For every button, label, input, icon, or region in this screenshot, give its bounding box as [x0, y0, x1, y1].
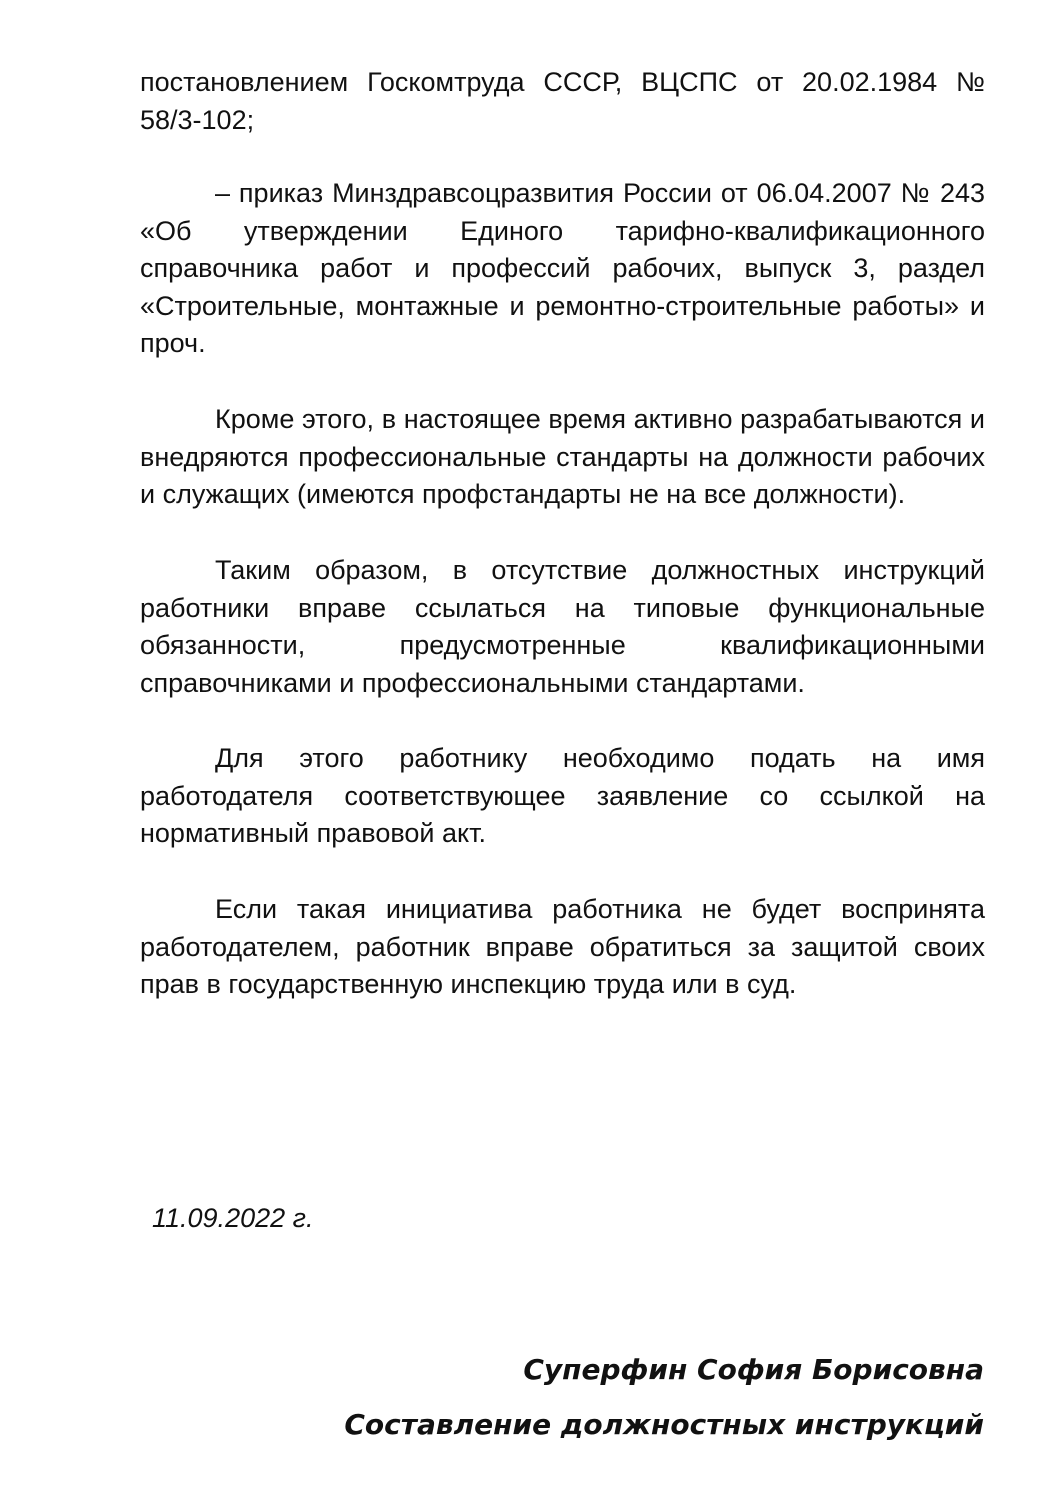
paragraph-application: Для этого работнику необходимо подать на имя работодателя соответствующее заявление со ссылкой на нормативный правовой акт.: [140, 743, 985, 848]
paragraph-conclusion: Таким образом, в отсутствие должностных инструкций работники вправе ссылаться на типовые функциональные обязанности, предусмотренные квалификационными справочниками и профессиональными стандартами.: [140, 555, 985, 698]
paragraph-inspection: Если такая инициатива работника не будет воспринята работодателем, работник вправе обратиться за защитой своих прав в государственную инспекцию труда или в суд.: [140, 894, 985, 999]
paragraph-continuation: постановлением Госкомтруда СССР, ВЦСПС от 20.02.1984 № 58/3-102;: [140, 67, 985, 135]
signature-name: Суперфин София Борисовна: [523, 1353, 984, 1386]
paragraph-professional-standards: Кроме этого, в настоящее время активно разрабатываются и внедряются профессиональные стандарты на должности рабочих и служащих (имеются профстандарты не на все должности).: [140, 404, 985, 509]
document-date: 11.09.2022 г.: [152, 1203, 314, 1233]
signature-service: Составление должностных инструкций: [344, 1408, 984, 1441]
paragraph-order-reference: – приказ Минздравсоцразвития России от 06.04.2007 № 243 «Об утверждении Единого тарифно-квалификационного справочника работ и профессий рабочих, выпуск 3, раздел «Строительные, монтажные и ремонтно-строительные работы» и проч.: [140, 178, 985, 358]
